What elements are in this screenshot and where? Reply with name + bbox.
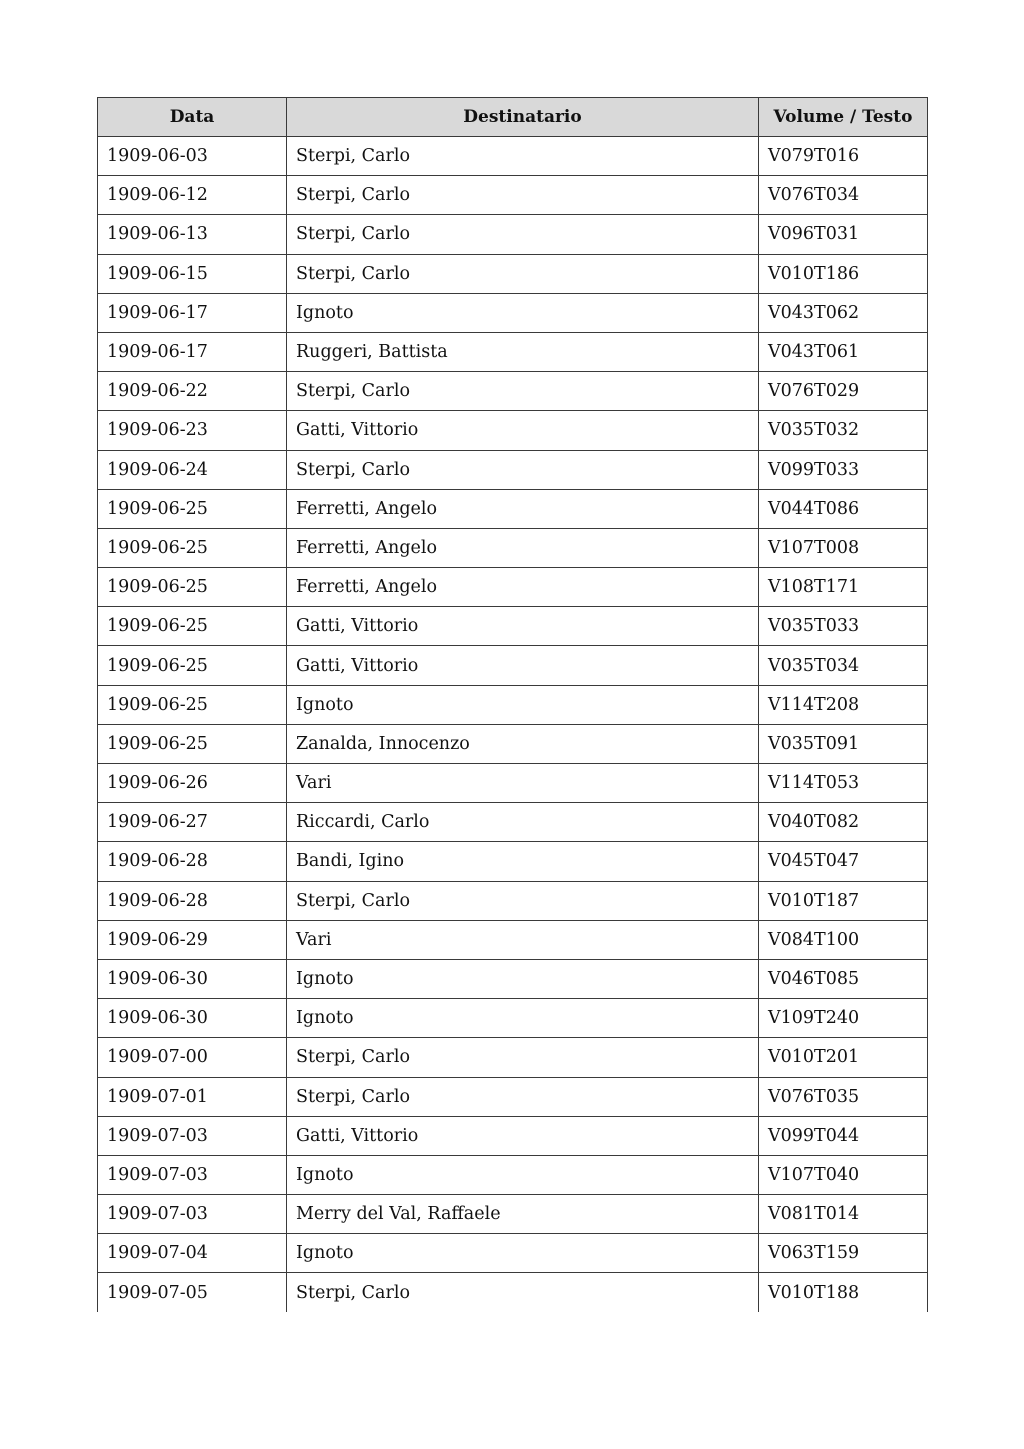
date-cell: 1909-07-05 [98,1273,287,1312]
table-row [98,842,928,881]
volume-cell: V076T035 [759,1077,928,1116]
date-cell: 1909-06-28 [98,881,287,920]
recipient-cell: Ruggeri, Battista [287,332,759,371]
volume-cell: V099T033 [759,450,928,489]
table-row [98,920,928,959]
table-row [98,528,928,567]
table-row [98,646,928,685]
volume-cell: V084T100 [759,920,928,959]
volume-cell: V044T086 [759,489,928,528]
column-header-volume: Volume / Testo [759,98,928,137]
volume-cell: V109T240 [759,999,928,1038]
recipient-cell: Vari [287,920,759,959]
volume-cell: V096T031 [759,215,928,254]
table-row [98,1234,928,1273]
recipient-cell: Gatti, Vittorio [287,411,759,450]
volume-cell: V079T016 [759,137,928,176]
volume-cell: V035T091 [759,724,928,763]
date-cell: 1909-06-30 [98,959,287,998]
date-cell: 1909-06-25 [98,528,287,567]
recipient-cell: Bandi, Igino [287,842,759,881]
date-cell: 1909-06-13 [98,215,287,254]
volume-cell: V040T082 [759,803,928,842]
recipient-cell: Sterpi, Carlo [287,1077,759,1116]
date-cell: 1909-07-01 [98,1077,287,1116]
table-row [98,1038,928,1077]
volume-cell: V107T040 [759,1155,928,1194]
volume-cell: V035T032 [759,411,928,450]
date-cell: 1909-07-03 [98,1116,287,1155]
table-row [98,1273,928,1312]
volume-cell: V099T044 [759,1116,928,1155]
date-cell: 1909-06-24 [98,450,287,489]
volume-cell: V010T187 [759,881,928,920]
table-row [98,293,928,332]
table-row [98,881,928,920]
recipient-cell: Sterpi, Carlo [287,372,759,411]
recipient-cell: Ignoto [287,959,759,998]
recipient-cell: Sterpi, Carlo [287,1273,759,1312]
table-row [98,685,928,724]
volume-cell: V076T034 [759,176,928,215]
table-row [98,332,928,371]
volume-cell: V035T034 [759,646,928,685]
recipient-cell: Sterpi, Carlo [287,1038,759,1077]
date-cell: 1909-06-17 [98,332,287,371]
volume-cell: V043T062 [759,293,928,332]
recipient-cell: Ignoto [287,293,759,332]
letters-table [97,97,928,1312]
recipient-cell: Sterpi, Carlo [287,137,759,176]
date-cell: 1909-06-27 [98,803,287,842]
volume-cell: V010T186 [759,254,928,293]
volume-cell: V108T171 [759,568,928,607]
recipient-cell: Sterpi, Carlo [287,176,759,215]
column-header-date: Data [98,98,287,137]
recipient-cell: Gatti, Vittorio [287,607,759,646]
date-cell: 1909-06-25 [98,724,287,763]
table-row [98,764,928,803]
table-row [98,137,928,176]
date-cell: 1909-06-29 [98,920,287,959]
table-body [98,137,928,1313]
volume-cell: V043T061 [759,332,928,371]
recipient-cell: Riccardi, Carlo [287,803,759,842]
recipient-cell: Sterpi, Carlo [287,450,759,489]
table-row [98,176,928,215]
table-row [98,803,928,842]
date-cell: 1909-07-04 [98,1234,287,1273]
recipient-cell: Ferretti, Angelo [287,528,759,567]
volume-cell: V063T159 [759,1234,928,1273]
date-cell: 1909-06-03 [98,137,287,176]
date-cell: 1909-06-25 [98,685,287,724]
column-header-recipient: Destinatario [287,98,759,137]
recipient-cell: Ferretti, Angelo [287,568,759,607]
date-cell: 1909-07-03 [98,1195,287,1234]
recipient-cell: Merry del Val, Raffaele [287,1195,759,1234]
table-row [98,607,928,646]
date-cell: 1909-06-15 [98,254,287,293]
recipient-cell: Ignoto [287,1234,759,1273]
date-cell: 1909-06-17 [98,293,287,332]
table-row [98,568,928,607]
table-row [98,215,928,254]
recipient-cell: Gatti, Vittorio [287,646,759,685]
table-row [98,724,928,763]
header-row [98,98,928,137]
recipient-cell: Ignoto [287,1155,759,1194]
date-cell: 1909-07-00 [98,1038,287,1077]
recipient-cell: Gatti, Vittorio [287,1116,759,1155]
table-row [98,1195,928,1234]
table-row [98,999,928,1038]
date-cell: 1909-06-25 [98,607,287,646]
date-cell: 1909-06-25 [98,646,287,685]
date-cell: 1909-06-28 [98,842,287,881]
date-cell: 1909-06-25 [98,568,287,607]
volume-cell: V010T201 [759,1038,928,1077]
recipient-cell: Sterpi, Carlo [287,881,759,920]
table-row [98,1116,928,1155]
table-row [98,1155,928,1194]
table-header [98,98,928,137]
date-cell: 1909-06-26 [98,764,287,803]
table-row [98,1077,928,1116]
table-row [98,959,928,998]
recipient-cell: Ignoto [287,999,759,1038]
volume-cell: V081T014 [759,1195,928,1234]
recipient-cell: Zanalda, Innocenzo [287,724,759,763]
volume-cell: V107T008 [759,528,928,567]
recipient-cell: Vari [287,764,759,803]
volume-cell: V076T029 [759,372,928,411]
table-row [98,450,928,489]
volume-cell: V114T053 [759,764,928,803]
recipient-cell: Sterpi, Carlo [287,254,759,293]
volume-cell: V114T208 [759,685,928,724]
date-cell: 1909-06-30 [98,999,287,1038]
date-cell: 1909-06-25 [98,489,287,528]
recipient-cell: Ignoto [287,685,759,724]
date-cell: 1909-06-22 [98,372,287,411]
table-row [98,489,928,528]
date-cell: 1909-07-03 [98,1155,287,1194]
volume-cell: V035T033 [759,607,928,646]
table-row [98,254,928,293]
volume-cell: V046T085 [759,959,928,998]
date-cell: 1909-06-12 [98,176,287,215]
recipient-cell: Sterpi, Carlo [287,215,759,254]
date-cell: 1909-06-23 [98,411,287,450]
volume-cell: V045T047 [759,842,928,881]
table-row [98,372,928,411]
recipient-cell: Ferretti, Angelo [287,489,759,528]
volume-cell: V010T188 [759,1273,928,1312]
table-row [98,411,928,450]
